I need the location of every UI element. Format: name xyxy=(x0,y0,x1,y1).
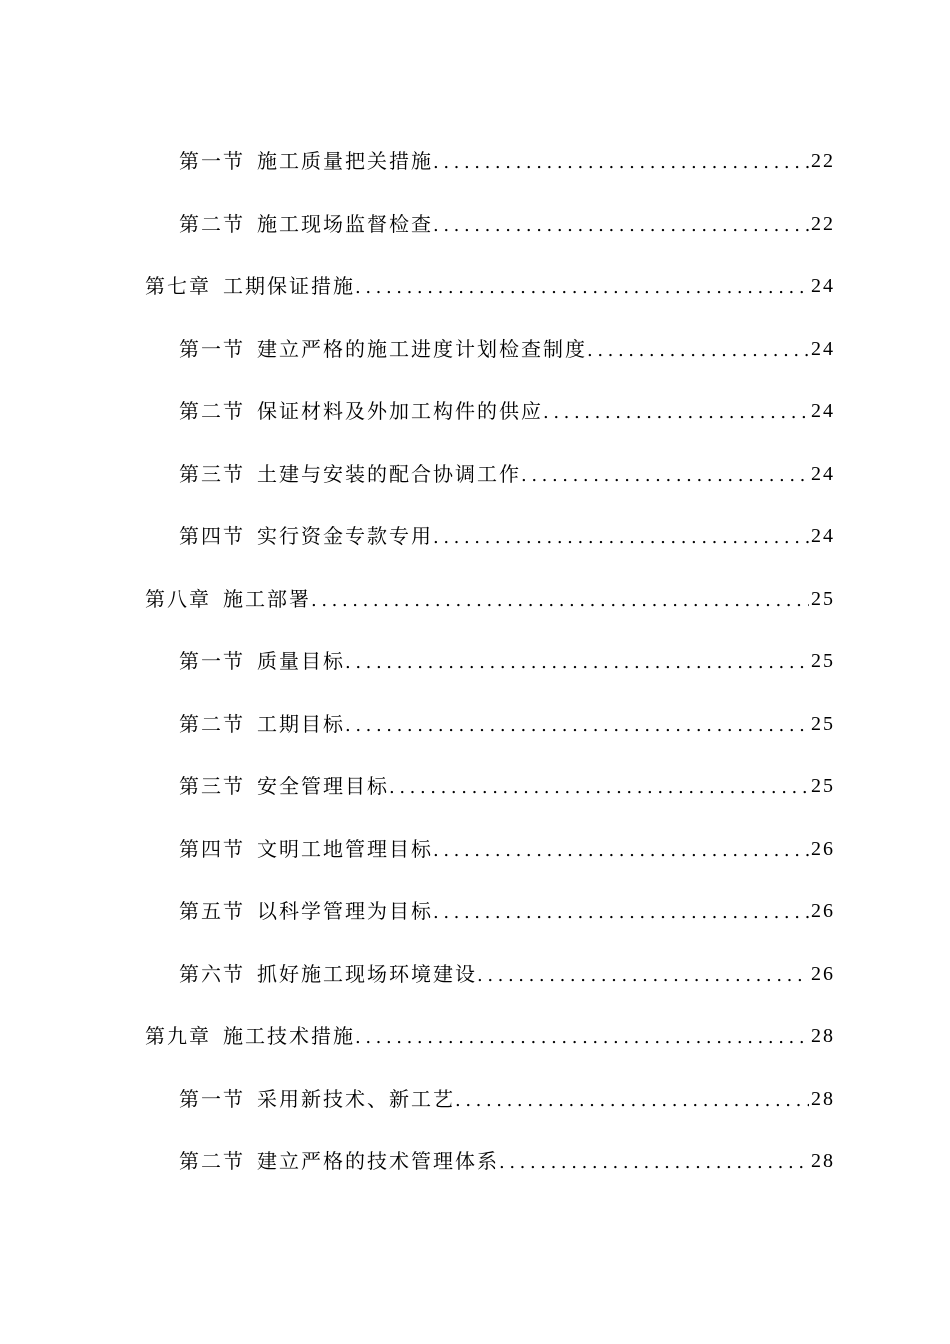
toc-entry-label xyxy=(145,274,355,299)
toc-dot-leader xyxy=(521,467,809,485)
toc-entry-section[interactable] xyxy=(0,1068,950,1131)
toc-entry-number: 第一节 xyxy=(179,649,245,674)
toc-entry-section[interactable] xyxy=(0,505,950,568)
table-of-contents xyxy=(0,130,950,1193)
toc-dot-leader xyxy=(355,1029,809,1047)
toc-dot-leader xyxy=(433,154,809,172)
toc-entry-section[interactable] xyxy=(0,630,950,693)
toc-entry-title: 实行资金专款专用 xyxy=(257,524,433,549)
toc-entry-title: 文明工地管理目标 xyxy=(257,836,433,861)
toc-entry-title: 施工技术措施 xyxy=(223,1024,355,1049)
toc-entry-chapter[interactable] xyxy=(0,1005,950,1068)
toc-entry-section[interactable] xyxy=(0,880,950,943)
toc-page-number: 25 xyxy=(811,775,835,798)
toc-entry-label xyxy=(179,461,521,486)
toc-dot-leader xyxy=(433,529,809,547)
toc-entry-number: 第三节 xyxy=(179,461,245,486)
toc-entry-label xyxy=(179,836,433,861)
toc-entry-chapter[interactable] xyxy=(0,255,950,318)
toc-entry-label xyxy=(179,399,543,424)
toc-page-number: 28 xyxy=(811,1150,835,1173)
toc-entry-label xyxy=(179,524,433,549)
toc-entry-label xyxy=(179,961,477,986)
toc-entry-section[interactable] xyxy=(0,193,950,256)
toc-entry-label xyxy=(179,211,433,236)
toc-entry-number: 第五节 xyxy=(179,899,245,924)
toc-entry-number: 第九章 xyxy=(145,1024,211,1049)
toc-entry-number: 第二节 xyxy=(179,1149,245,1174)
toc-page-number: 25 xyxy=(811,587,835,610)
toc-entry-number: 第六节 xyxy=(179,961,245,986)
toc-entry-number: 第八章 xyxy=(145,586,211,611)
toc-entry-section[interactable] xyxy=(0,318,950,381)
toc-entry-title: 质量目标 xyxy=(257,649,345,674)
toc-entry-number: 第一节 xyxy=(179,1086,245,1111)
toc-page-number: 26 xyxy=(811,837,835,860)
toc-entry-title: 土建与安装的配合协调工作 xyxy=(257,461,521,486)
toc-page-number: 28 xyxy=(811,1025,835,1048)
toc-entry-section[interactable] xyxy=(0,443,950,506)
toc-page-number: 28 xyxy=(811,1087,835,1110)
toc-dot-leader xyxy=(433,217,809,235)
toc-entry-label xyxy=(179,1086,455,1111)
toc-page-number: 25 xyxy=(811,712,835,735)
toc-entry-chapter[interactable] xyxy=(0,568,950,631)
toc-entry-section[interactable] xyxy=(0,943,950,1006)
toc-entry-number: 第七章 xyxy=(145,274,211,299)
toc-entry-title: 以科学管理为目标 xyxy=(257,899,433,924)
toc-entry-number: 第三节 xyxy=(179,774,245,799)
toc-entry-title: 施工现场监督检查 xyxy=(257,211,433,236)
toc-dot-leader xyxy=(345,717,809,735)
toc-page-number: 24 xyxy=(811,462,835,485)
toc-dot-leader xyxy=(345,654,809,672)
toc-entry-section[interactable] xyxy=(0,380,950,443)
toc-page-number: 24 xyxy=(811,525,835,548)
toc-page-number: 22 xyxy=(811,150,835,173)
toc-entry-title: 建立严格的施工进度计划检查制度 xyxy=(257,336,587,361)
toc-page-number: 24 xyxy=(811,275,835,298)
toc-dot-leader xyxy=(587,342,809,360)
toc-entry-title: 抓好施工现场环境建设 xyxy=(257,961,477,986)
toc-entry-section[interactable] xyxy=(0,130,950,193)
toc-entry-label xyxy=(179,899,433,924)
toc-entry-section[interactable] xyxy=(0,693,950,756)
toc-entry-number: 第一节 xyxy=(179,149,245,174)
toc-entry-title: 施工质量把关措施 xyxy=(257,149,433,174)
toc-page-number: 22 xyxy=(811,212,835,235)
toc-entry-number: 第二节 xyxy=(179,211,245,236)
toc-page-number: 24 xyxy=(811,337,835,360)
toc-dot-leader xyxy=(477,967,809,985)
toc-entry-title: 工期保证措施 xyxy=(223,274,355,299)
toc-dot-leader xyxy=(543,404,809,422)
toc-entry-title: 采用新技术、新工艺 xyxy=(257,1086,455,1111)
toc-entry-section[interactable] xyxy=(0,755,950,818)
toc-dot-leader xyxy=(499,1154,809,1172)
toc-dot-leader xyxy=(311,592,809,610)
toc-entry-title: 保证材料及外加工构件的供应 xyxy=(257,399,543,424)
toc-entry-label xyxy=(179,1149,499,1174)
toc-entry-label xyxy=(179,649,345,674)
toc-entry-label xyxy=(179,774,389,799)
toc-entry-number: 第一节 xyxy=(179,336,245,361)
toc-entry-number: 第四节 xyxy=(179,524,245,549)
toc-entry-label xyxy=(179,711,345,736)
toc-entry-label xyxy=(145,1024,355,1049)
toc-entry-number: 第四节 xyxy=(179,836,245,861)
toc-entry-number: 第二节 xyxy=(179,711,245,736)
toc-page-number: 24 xyxy=(811,400,835,423)
toc-page-number: 26 xyxy=(811,900,835,923)
toc-page-number: 25 xyxy=(811,650,835,673)
toc-dot-leader xyxy=(355,279,809,297)
toc-dot-leader xyxy=(433,904,809,922)
toc-dot-leader xyxy=(389,779,809,797)
toc-entry-label xyxy=(145,586,311,611)
toc-dot-leader xyxy=(433,842,809,860)
toc-entry-label xyxy=(179,149,433,174)
toc-entry-title: 施工部署 xyxy=(223,586,311,611)
toc-entry-title: 安全管理目标 xyxy=(257,774,389,799)
toc-entry-section[interactable] xyxy=(0,1130,950,1193)
toc-entry-number: 第二节 xyxy=(179,399,245,424)
toc-entry-label xyxy=(179,336,587,361)
toc-dot-leader xyxy=(455,1092,809,1110)
toc-entry-section[interactable] xyxy=(0,818,950,881)
toc-entry-title: 建立严格的技术管理体系 xyxy=(257,1149,499,1174)
toc-entry-title: 工期目标 xyxy=(257,711,345,736)
toc-page-number: 26 xyxy=(811,962,835,985)
